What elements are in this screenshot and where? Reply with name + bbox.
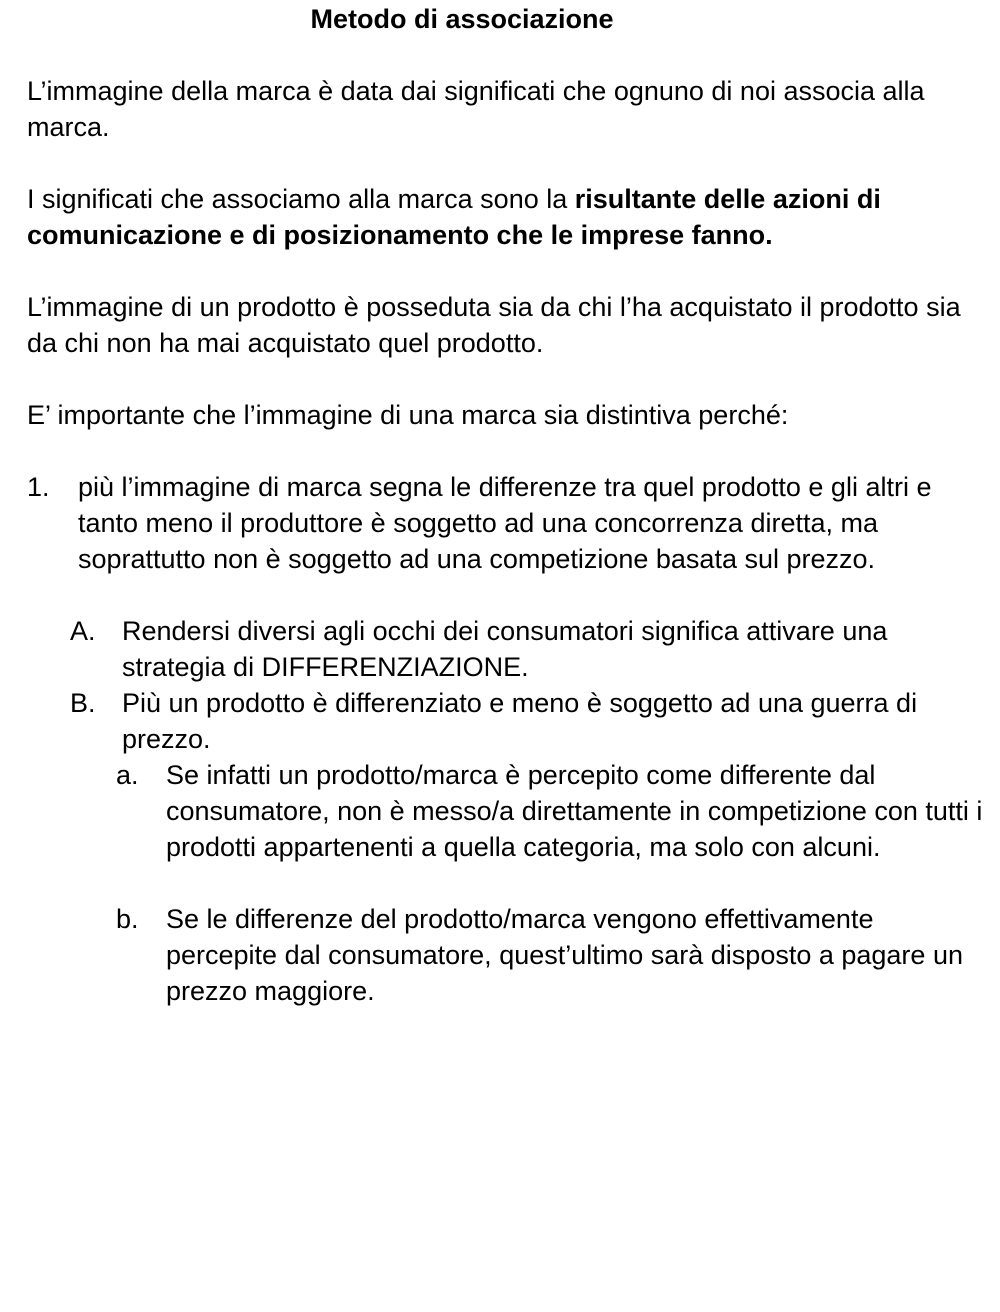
list-item-text: più l’immagine di marca segna le differenze tra quel prodotto e gli altri e tanto meno il produttore è soggetto ad una concorrenza diretta, ma soprattutto non è soggetto ad una competizione basata sul prezzo. xyxy=(78,472,932,574)
list-marker: B. xyxy=(70,688,96,718)
list-item-text: Rendersi diversi agli occhi dei consumatori significa attivare una strategia di DIFFERENZIAZIONE. xyxy=(122,616,888,682)
bold-emphasis: risultante delle azioni di comunicazione e di posizionamento che le imprese fanno. xyxy=(27,184,881,250)
paragraph-associated-meanings xyxy=(27,181,977,253)
list-item-text: Se le differenze del prodotto/marca vengono effettivamente percepite dal consumatore, quest’ultimo sarà disposto a pagare un prezzo maggiore. xyxy=(166,904,963,1006)
paragraph-brand-image: L’immagine della marca è data dai significati che ognuno di noi associa alla marca. xyxy=(27,76,925,142)
paragraph-product-image: L’immagine di un prodotto è posseduta sia da chi l’ha acquistato il prodotto sia da chi non ha mai acquistato quel prodotto. xyxy=(27,292,961,358)
paragraph-distinctive-image: E’ importante che l’immagine di una marca sia distintiva perché: xyxy=(27,400,789,430)
list-marker: A. xyxy=(70,616,96,646)
list-item-text: Se infatti un prodotto/marca è percepito come differente dal consumatore, non è messo/a direttamente in competizione con tutti i prodotti appartenenti a quella categoria, ma solo con alcuni. xyxy=(166,760,983,862)
list-marker: a. xyxy=(116,760,139,790)
list-marker: 1. xyxy=(27,472,50,502)
document-title: Metodo di associazione xyxy=(310,4,614,34)
paragraph-text: I significati che associamo alla marca sono la xyxy=(27,184,575,214)
list-item-text: Più un prodotto è differenziato e meno è soggetto ad una guerra di prezzo. xyxy=(122,688,918,754)
list-marker: b. xyxy=(116,904,139,934)
